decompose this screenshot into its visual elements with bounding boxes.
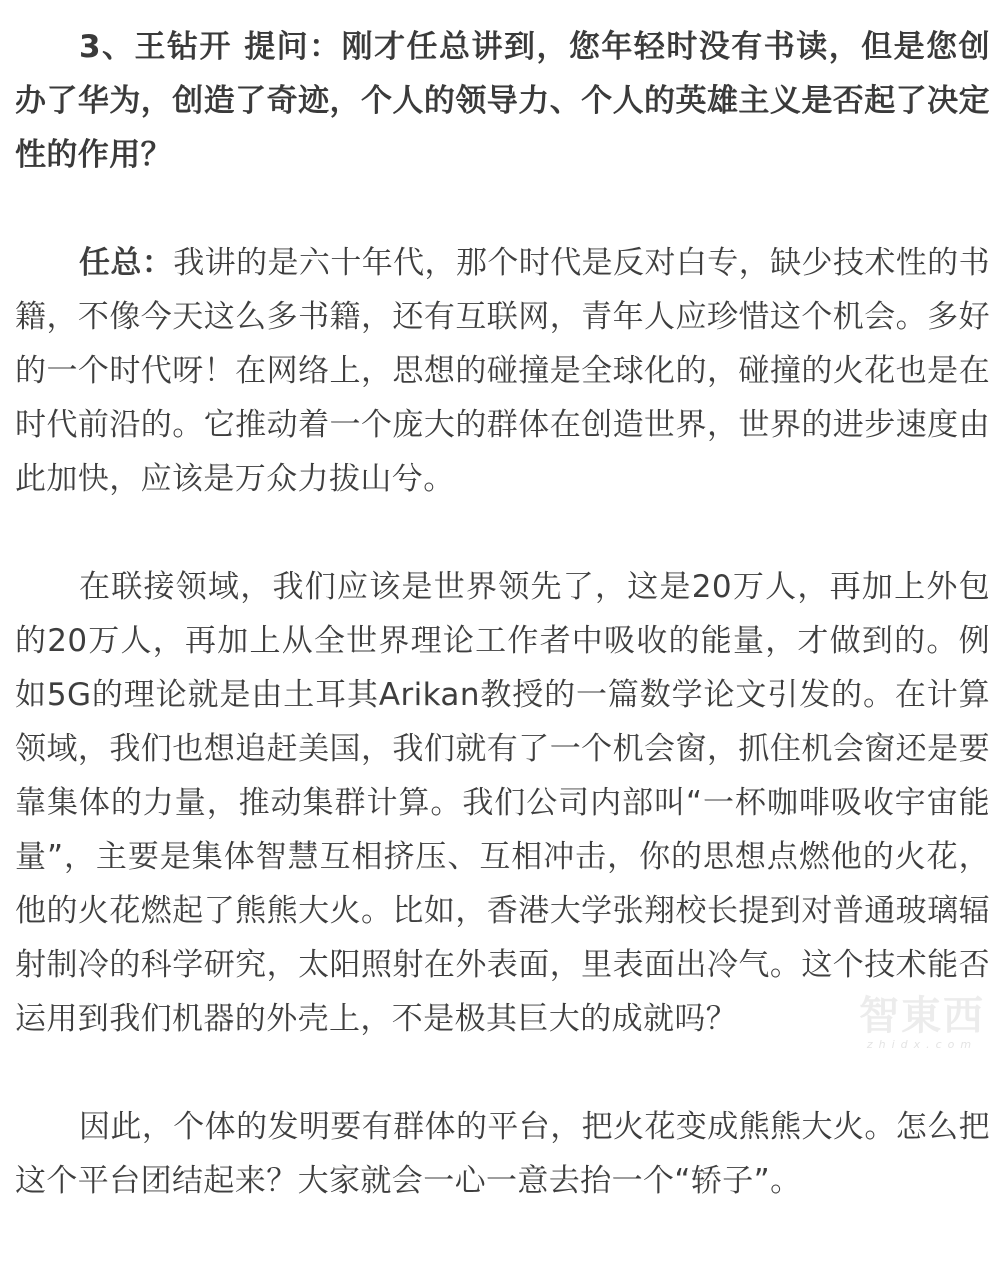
watermark-domain: zhidx.com	[866, 1038, 978, 1051]
paragraph-text: 因此，个体的发明要有群体的平台，把火花变成熊熊大火。怎么把这个平台团结起来？大家就会一心一意去抬一个“轿子”。	[15, 1109, 990, 1199]
question-paragraph	[15, 20, 990, 182]
question-text: 3、王钻开 提问：刚才任总讲到，您年轻时没有书读，但是您创办了华为，创造了奇迹，个人的领导力、个人的英雄主义是否起了决定性的作用？	[15, 29, 990, 173]
answer-text: 我讲的是六十年代，那个时代是反对白专，缺少技术性的书籍，不像今天这么多书籍，还有互联网，青年人应珍惜这个机会。多好的一个时代呀！在网络上，思想的碰撞是全球化的，碰撞的火花也是在时代前沿的。它推动着一个庞大的群体在创造世界，世界的进步速度由此加快，应该是万众力拔山兮。	[15, 245, 990, 497]
paragraph-text: 在联接领域，我们应该是世界领先了，这是20万人，再加上外包的20万人，再加上从全世界理论工作者中吸收的能量，才做到的。例如5G的理论就是由土耳其Arikan教授的一篇数学论文引发的。在计算领域，我们也想追赶美国，我们就有了一个机会窗，抓住机会窗还是要靠集体的力量，推动集群计算。我们公司内部叫“一杯咖啡吸收宇宙能量”，主要是集体智慧互相挤压、互相冲击，你的思想点燃他的火花，他的火花燃起了熊熊大火。比如，香港大学张翔校长提到对普通玻璃辐射制冷的科学研究，太阳照射在外表面，里表面出冷气。这个技术能否运用到我们机器的外壳上，不是极其巨大的成就吗？	[15, 569, 990, 1037]
body-paragraph-connectivity	[15, 560, 990, 1046]
watermark-brand: 智東西	[859, 993, 985, 1039]
answer-paragraph	[15, 236, 990, 506]
speaker-label: 任总：	[79, 245, 174, 281]
body-paragraph-conclusion	[15, 1100, 990, 1208]
watermark-logo	[852, 994, 992, 1054]
article-body	[15, 20, 990, 1262]
